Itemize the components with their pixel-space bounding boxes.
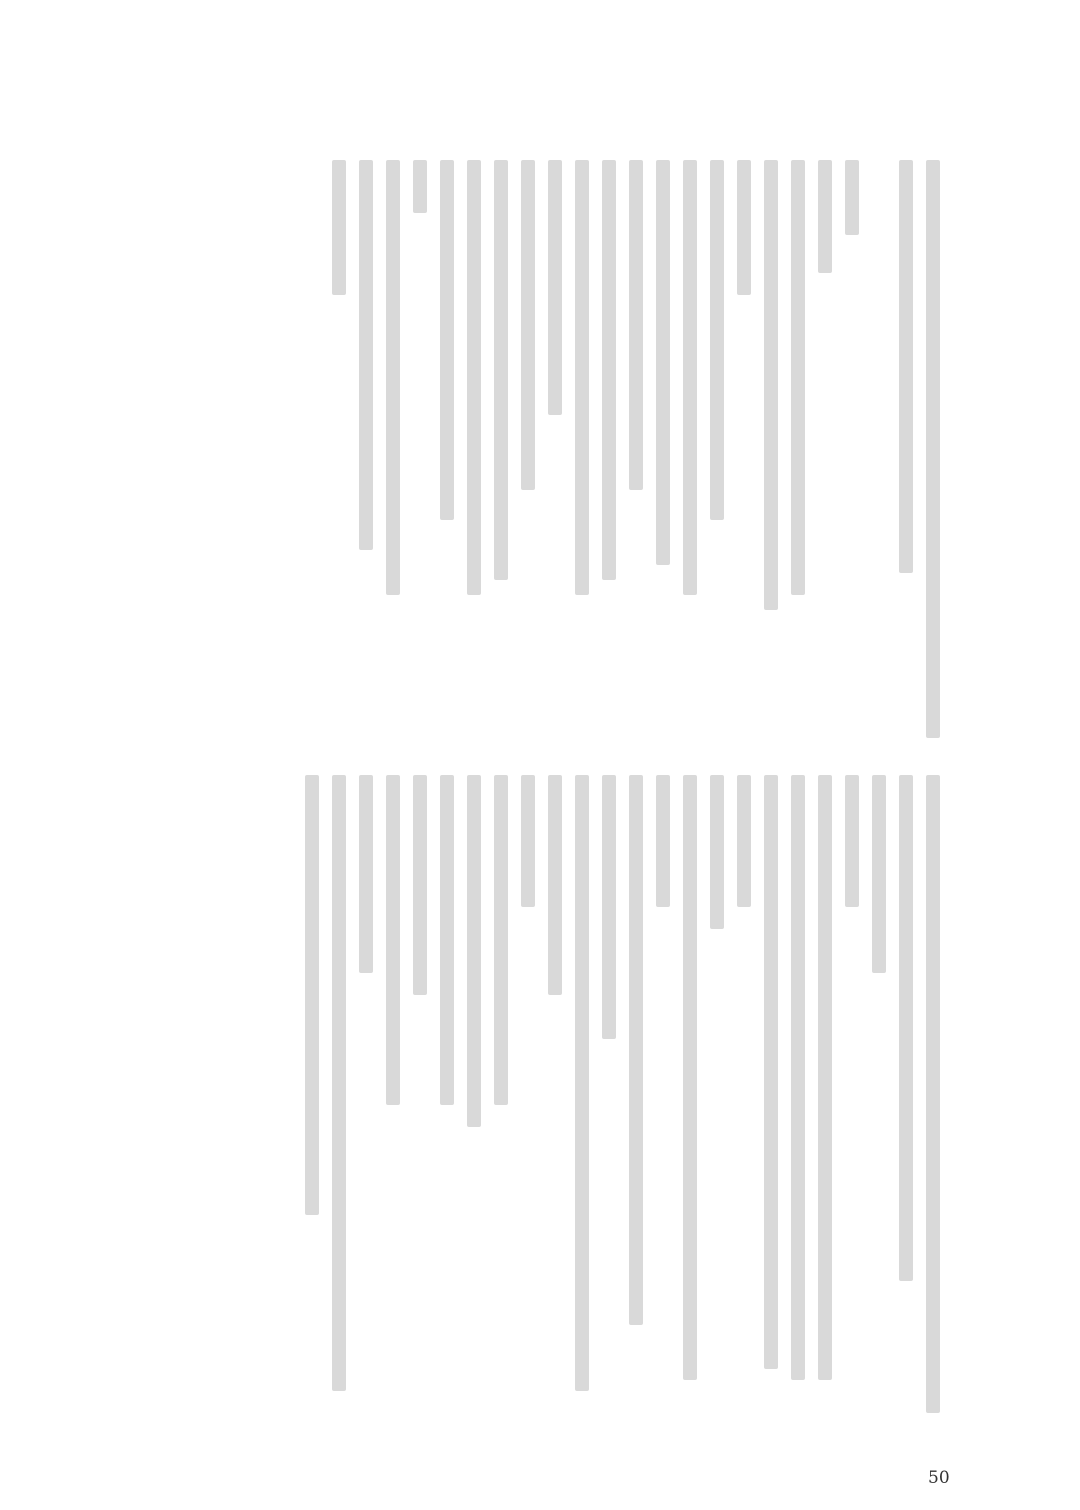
redacted-text-line [359,160,373,550]
redacted-text-line [467,775,481,1127]
redacted-text-line [845,160,859,235]
redacted-text-line [602,775,616,1039]
redacted-text-line [305,775,319,1215]
redacted-text-line [494,775,508,1105]
redacted-text-line [413,160,427,213]
redacted-text-line [656,160,670,565]
redacted-text-line [791,775,805,1380]
redacted-text-line [683,160,697,595]
page-number: 50 [928,1468,950,1488]
redacted-text-line [872,775,886,973]
redacted-text-line [899,160,913,573]
redacted-text-line [575,160,589,595]
redacted-text-line [440,160,454,520]
redacted-text-line [440,775,454,1105]
redacted-text-line [737,775,751,907]
redacted-text-line [359,775,373,973]
redacted-text-line [926,775,940,1413]
redacted-text-line [656,775,670,907]
redacted-text-line [764,160,778,610]
redacted-text-line [548,775,562,995]
redacted-text-line [899,775,913,1281]
redacted-text-line [791,160,805,595]
redacted-text-line [602,160,616,580]
redacted-text-line [818,775,832,1380]
redacted-text-line [467,160,481,595]
redacted-text-line [764,775,778,1369]
redacted-text-line [332,160,346,295]
redacted-text-line [710,775,724,929]
redacted-text-line [575,775,589,1391]
redacted-text-line [386,160,400,595]
redacted-text-line [737,160,751,295]
redacted-text-line [386,775,400,1105]
redacted-text-line [494,160,508,580]
redacted-text-line [818,160,832,273]
redacted-text-line [332,775,346,1391]
redacted-text-line [521,775,535,907]
redacted-text-line [629,160,643,490]
redacted-text-line [629,775,643,1325]
text-column-bottom [305,775,940,1413]
redacted-text-line [926,160,940,738]
redacted-text-line [548,160,562,415]
redacted-text-line [845,775,859,907]
redacted-text-line [710,160,724,520]
redacted-text-line [413,775,427,995]
redacted-text-line [683,775,697,1380]
text-column-top [332,160,940,738]
redacted-text-line [521,160,535,490]
